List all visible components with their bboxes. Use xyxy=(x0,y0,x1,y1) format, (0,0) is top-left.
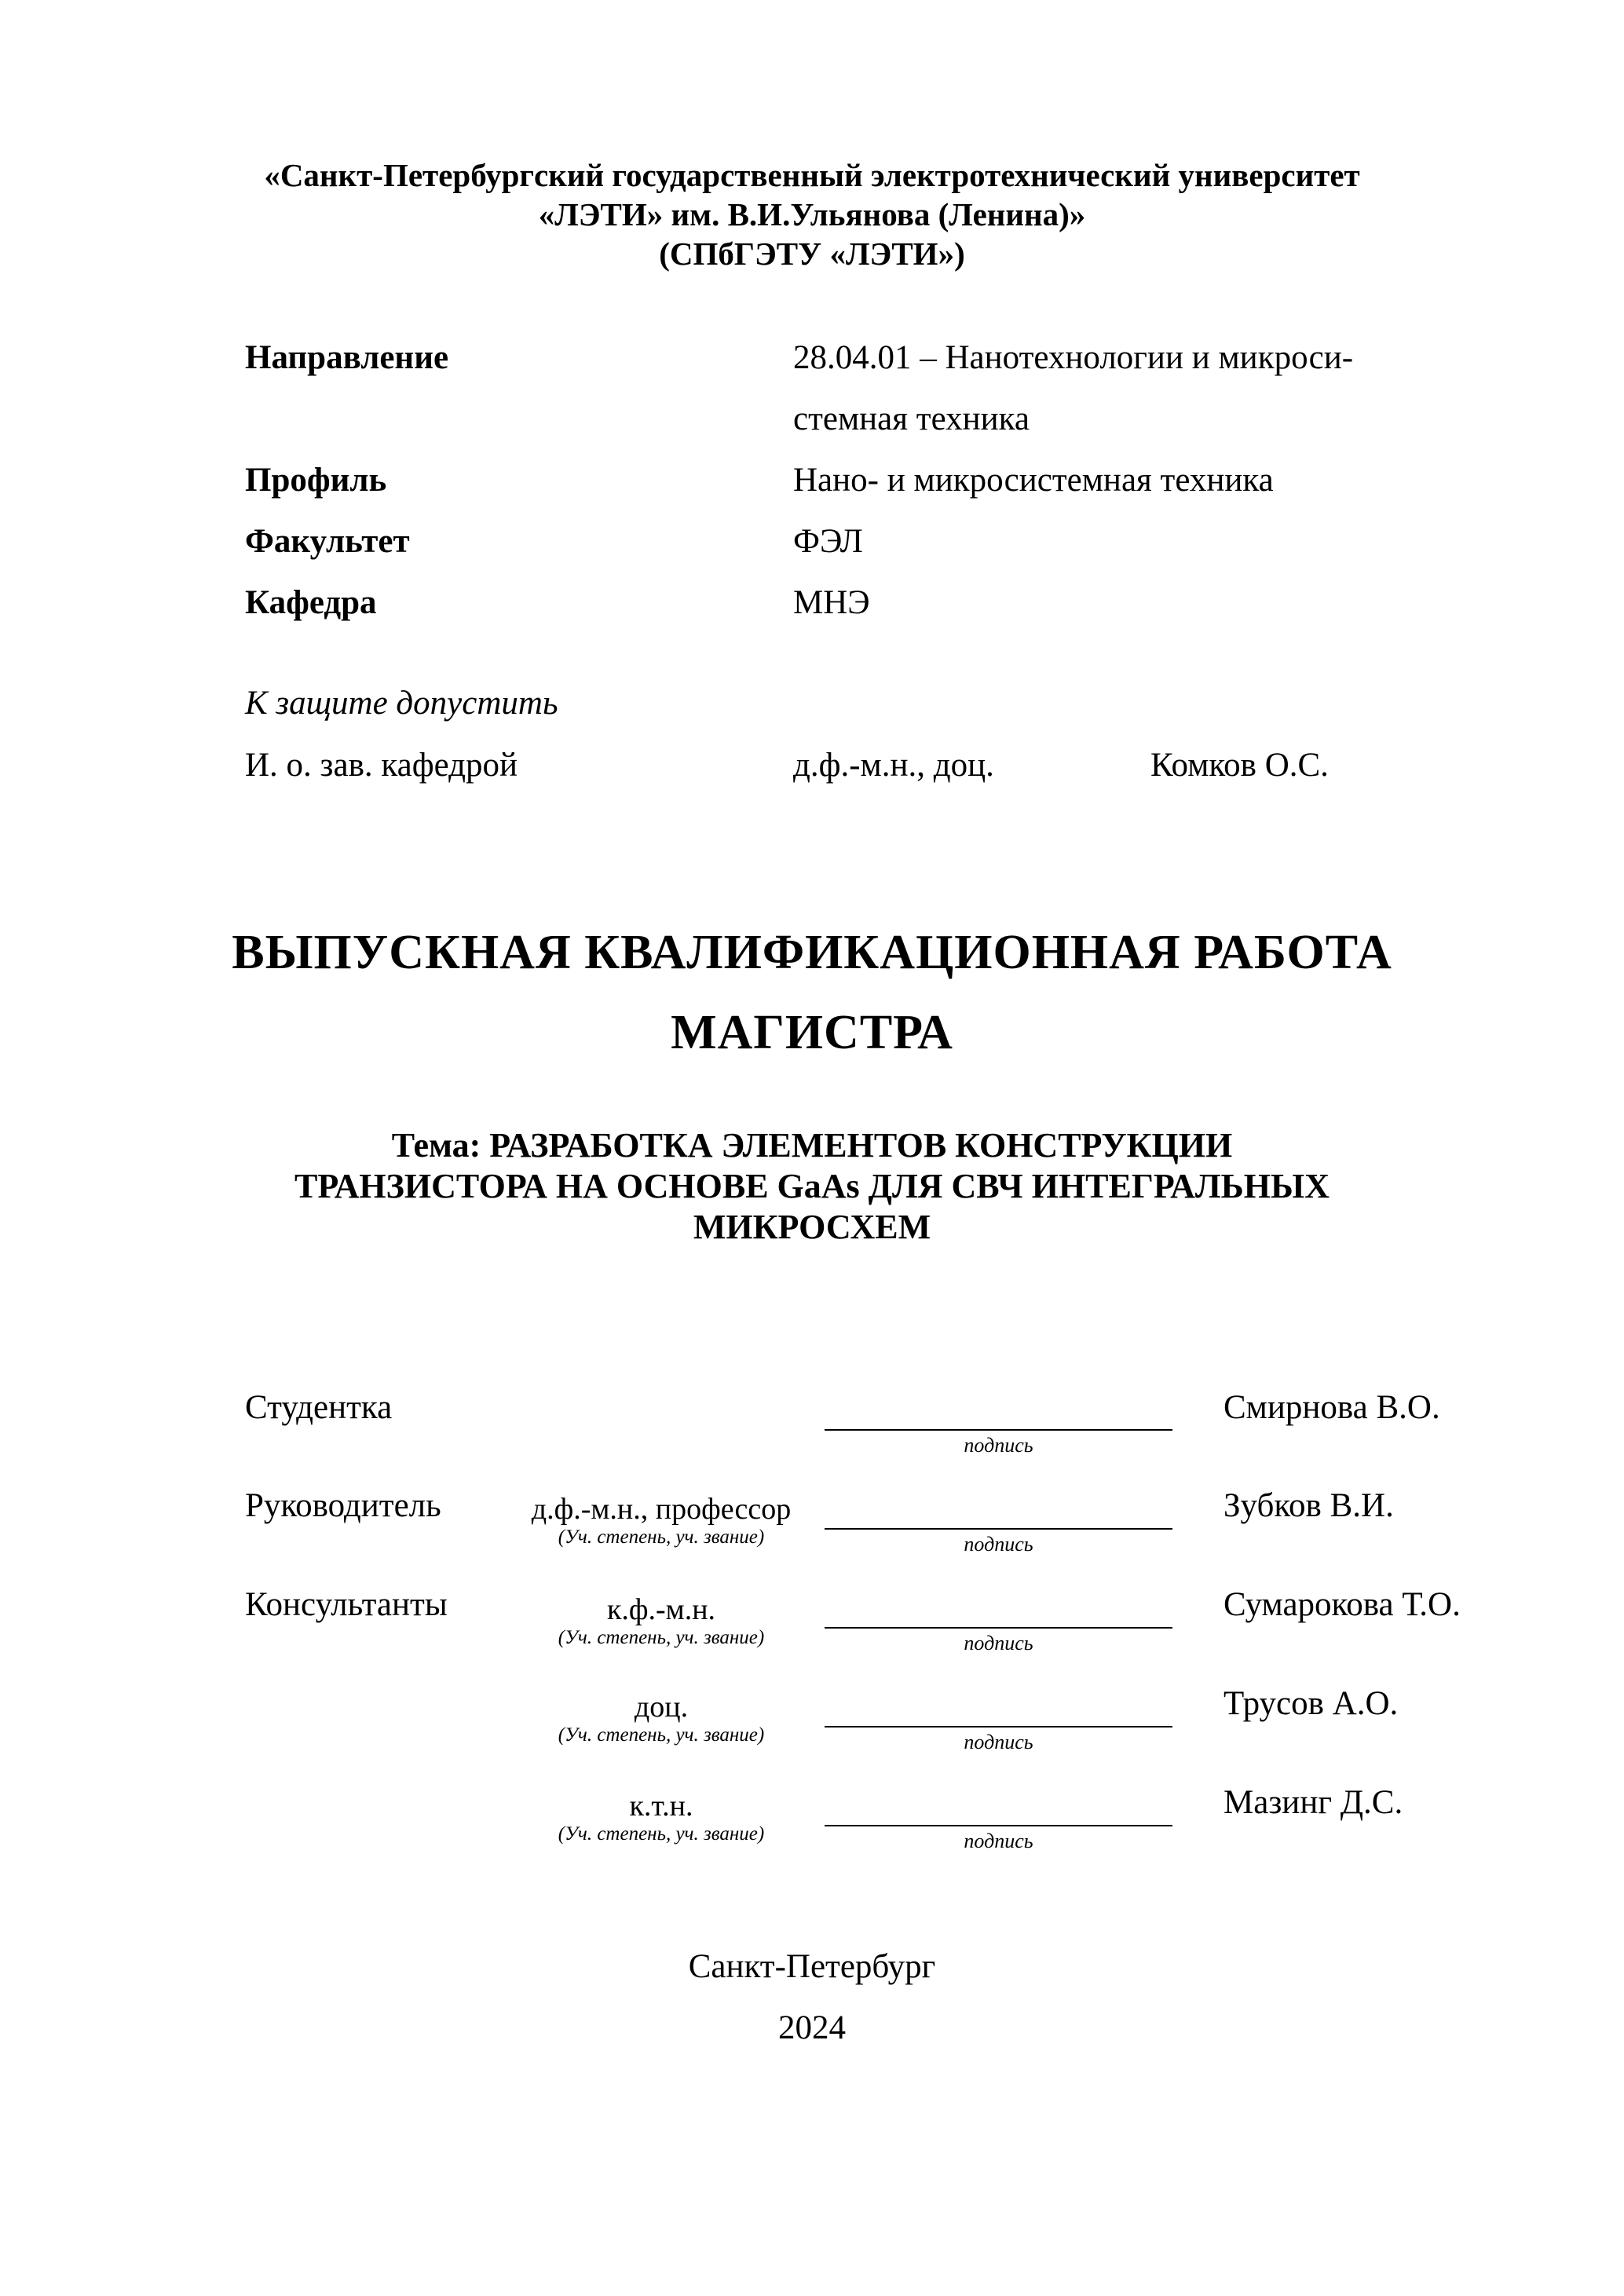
theme-line-3: МИКРОСХЕМ xyxy=(693,1208,931,1246)
theme-line-1: Тема: РАЗРАБОТКА ЭЛЕМЕНТОВ КОНСТРУКЦИИ xyxy=(391,1126,1233,1164)
consultant-1-signature-caption: подпись xyxy=(964,1632,1033,1654)
consultants-role: Консультанты xyxy=(245,1586,448,1623)
student-name: Смирнова В.О. xyxy=(1223,1389,1440,1426)
faculty-value: ФЭЛ xyxy=(793,523,863,560)
approval-title: К защите допустить xyxy=(245,685,558,722)
consultant-1-degree-caption: (Уч. степень, уч. звание) xyxy=(558,1627,765,1648)
supervisor-degree-caption: (Уч. степень, уч. звание) xyxy=(558,1526,765,1548)
direction-value-line-2: стемная техника xyxy=(793,400,1030,437)
consultant-3-signature-caption: подпись xyxy=(964,1830,1033,1852)
faculty-label: Факультет xyxy=(245,523,410,560)
consultant-2-degree: доц. xyxy=(634,1691,689,1724)
student-role: Студентка xyxy=(245,1389,393,1426)
student-signature-line xyxy=(825,1429,1172,1431)
theme-line-2: ТРАНЗИСТОРА НА ОСНОВЕ GaAs ДЛЯ СВЧ ИНТЕГРАЛЬНЫХ xyxy=(294,1167,1330,1205)
approval-degree: д.ф.-м.н., доц. xyxy=(793,747,994,784)
consultant-3-signature-line xyxy=(825,1825,1172,1826)
consultant-3-name: Мазинг Д.С. xyxy=(1223,1784,1403,1821)
approval-role: И. о. зав. кафедрой xyxy=(245,747,518,784)
consultant-2-name: Трусов А.О. xyxy=(1223,1685,1399,1722)
consultant-2-signature-caption: подпись xyxy=(964,1731,1033,1753)
supervisor-name: Зубков В.И. xyxy=(1223,1487,1394,1524)
consultant-2-degree-caption: (Уч. степень, уч. звание) xyxy=(558,1724,765,1746)
work-title-line-1: ВЫПУСКНАЯ КВАЛИФИКАЦИОННАЯ РАБОТА xyxy=(232,926,1392,979)
consultant-2-signature-line xyxy=(825,1726,1172,1727)
consultant-1-name: Сумарокова Т.О. xyxy=(1223,1586,1461,1623)
university-name-line-1: «Санкт-Петербургский государственный электротехнический университет xyxy=(264,157,1360,193)
direction-label: Направление xyxy=(245,339,449,376)
profile-value: Нано- и микросистемная техника xyxy=(793,462,1274,499)
supervisor-role: Руководитель xyxy=(245,1487,441,1524)
direction-value-line-1: 28.04.01 – Нанотехнологии и микроси- xyxy=(793,339,1354,376)
department-label: Кафедра xyxy=(245,584,377,621)
profile-label: Профиль xyxy=(245,462,387,499)
consultant-3-degree-caption: (Уч. степень, уч. звание) xyxy=(558,1823,765,1844)
supervisor-signature-caption: подпись xyxy=(964,1533,1033,1556)
consultant-1-signature-line xyxy=(825,1627,1172,1629)
footer-year: 2024 xyxy=(778,2009,846,2046)
student-signature-caption: подпись xyxy=(964,1434,1033,1457)
consultant-1-degree: к.ф.-м.н. xyxy=(606,1593,716,1626)
consultant-3-degree: к.т.н. xyxy=(629,1790,693,1823)
approval-name: Комков О.С. xyxy=(1150,747,1329,784)
university-abbreviation: (СПбГЭТУ «ЛЭТИ») xyxy=(659,236,965,272)
department-value: МНЭ xyxy=(793,584,870,621)
work-title-line-2: МАГИСТРА xyxy=(671,1006,953,1059)
supervisor-degree: д.ф.-м.н., профессор xyxy=(531,1493,792,1526)
supervisor-signature-line xyxy=(825,1528,1172,1530)
footer-city: Санкт-Петербург xyxy=(688,1948,936,1985)
university-name-line-2: «ЛЭТИ» им. В.И.Ульянова (Ленина)» xyxy=(538,196,1086,232)
